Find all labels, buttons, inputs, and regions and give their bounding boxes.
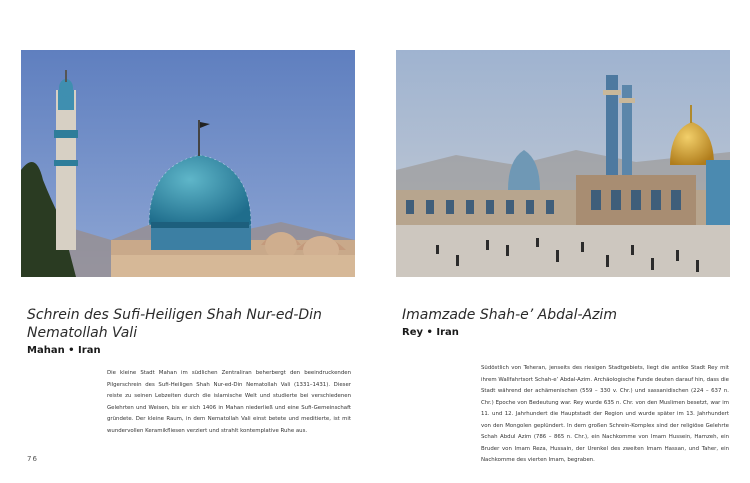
page-number: 76: [27, 455, 38, 463]
right-page: [375, 0, 750, 483]
shrine-location: Rey • Iran: [402, 327, 459, 338]
shrine-title: Schrein des Sufi-Heiligen Shah Nur-ed-Din Nematollah Vali: [27, 307, 322, 341]
rey-shrine-photo: [396, 50, 730, 277]
shrine-courtyard-photo: [396, 50, 730, 277]
shrine-title: Imamzade Shah-e’ Abdal-Azim: [402, 307, 617, 323]
mosque-dome-photo: [21, 50, 355, 277]
shrine-description: Südöstlich von Teheran, jenseits des riesigen Stadtgebiets, liegt die antike Stadt Rey mit ihrem Wallfahrtsort Schah-e’ Abdal-Azim. Archäologische Funde deuten darauf hin, dass die Stadt während der achämenischen (559 – 330 v. Chr.) und sassanidischen (224 – 637 n. Chr.) Epoche von Bedeutung war. Rey wurde 635 n. Chr. von den Muslimen besetzt, war im 11. und 12. Jahrhundert die Hauptstadt der Region und wurde später im 13. Jahrhundert von den Mongolen geplündert. In dem großen Schrein-Komplex sind der religiöse Gelehrte Schah Abdul Azim (786 – 865 n. Chr.), ein Nachkomme von Imam Hussein, Hamzeh, ein Bruder von Imam Reza, Hussain, der Urenkel des zweiten Imam Hassan, und Taher, ein Nachkomme des vierten Imam, begraben.: [481, 365, 729, 463]
mahan-shrine-photo: [21, 50, 355, 277]
shrine-location: Mahan • Iran: [27, 345, 101, 356]
shrine-description: Die kleine Stadt Mahan im südlichen Zentraliran beherbergt den beeindruckenden Pilgerschrein des Sufi-Heiligen Shah Nur-ed-Din Nematollah Vali (1331–1431). Dieser reiste zu seinen Lebzeiten durch die islamische Welt und studierte bei verschiedenen Gelehrten und Weisen, bis er sich 1406 in Mahan niederließ und eine Sufi-Gemeinschaft gründete. Der kleine Raum, in dem Nematollah Vali einst betete und meditierte, ist mit wundervollen Keramikfliesen verziert und strahlt kontemplative Ruhe aus.: [107, 370, 351, 434]
